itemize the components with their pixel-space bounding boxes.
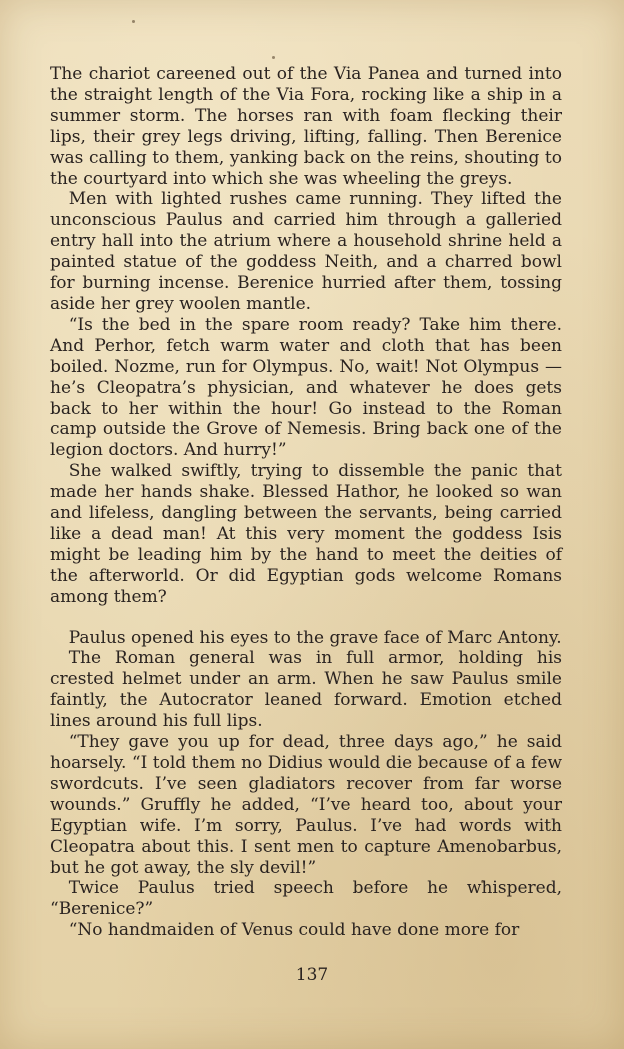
paragraph: The chariot careened out of the Via Panea and turned into the straight length of the Via Fora, rocking like a ship in a summer storm. The horses ran with foam flecking their lips, their grey legs driving, lifting, falling. Then Berenice was calling to them, yanking back on the reins, shouting to the courtyard into which she was wheeling the greys.	[50, 64, 562, 189]
paragraph: She walked swiftly, trying to dissemble the panic that made her hands shake. Blessed Hathor, he looked so wan and lifeless, dangling between the servants, being carried like a dead man! At this very moment the goddess Isis might be leading him by the hand to meet the deities of the afterworld. Or did Egyptian gods welcome Romans among them?	[50, 461, 562, 607]
paragraph: “They gave you up for dead, three days ago,” he said hoarsely. “I told them no Didius would die because of a few swordcuts. I’ve seen gladiators recover from far worse wounds.” Gruffly he added, “I’ve heard too, about your Egyptian wife. I’m sorry, Paulus. I’ve had words with Cleopatra about this. I sent men to capture Amenobarbus, but he got away, the sly devil!”	[50, 732, 562, 878]
paragraph: Men with lighted rushes came running. They lifted the unconscious Paulus and carried him through a galleried entry hall into the atrium where a household shrine held a painted statue of the goddess Neith, and a charred bowl for burning incense. Berenice hurried after them, tossing aside her grey woolen mantle.	[50, 189, 562, 314]
paragraph: Paulus opened his eyes to the grave face of Marc Antony.	[68, 627, 562, 648]
paragraph: The Roman general was in full armor, holding his crested helmet under an arm. When he saw Paulus smile faintly, the Autocrator leaned forward. Emotion etched lines around his full lips.	[50, 648, 562, 732]
paragraph: “Is the bed in the spare room ready? Take him there. And Perhor, fetch warm water and cloth that has been boiled. Nozme, run for Olympus. No, wait! Not Olympus —he’s Cleopatra’s physician, and whatever he does gets back to her within the hour! Go instead to the Roman camp outside the Grove of Nemesis. Bring back one of the legion doctors. And hurry!”	[50, 314, 562, 461]
section-break	[50, 608, 562, 628]
paragraph: Twice Paulus tried speech before he whispered, “Berenice?”	[50, 878, 562, 920]
body-text	[50, 64, 562, 941]
paragraph: “No handmaiden of Venus could have done more for	[68, 920, 520, 941]
page-number: 137	[295, 965, 329, 985]
paper-speck	[132, 20, 135, 23]
paper-speck	[272, 56, 275, 59]
